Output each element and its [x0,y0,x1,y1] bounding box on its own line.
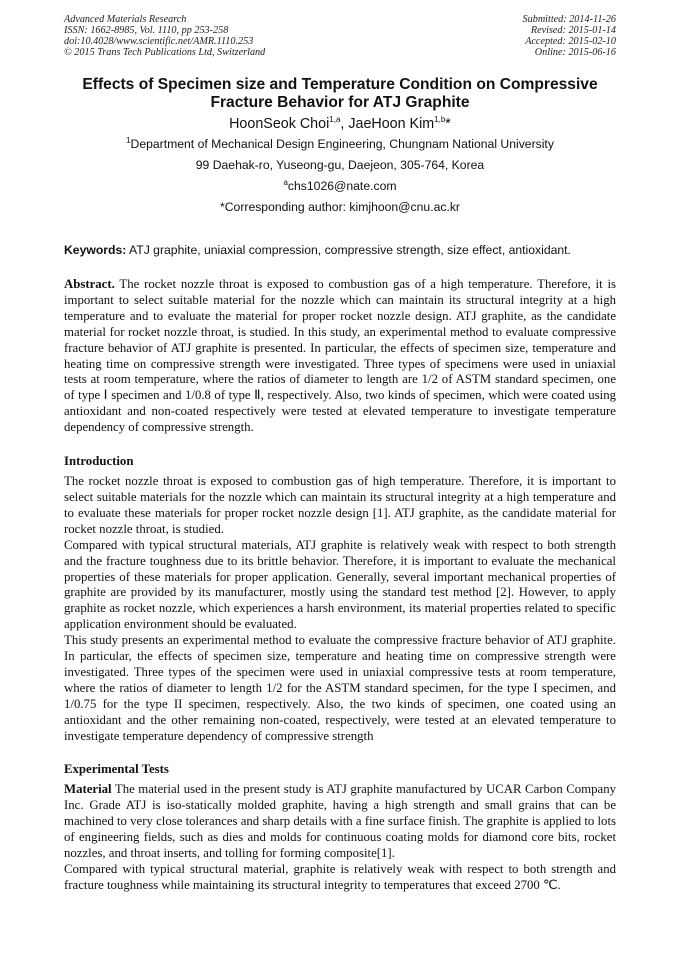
corresponding-author: *Corresponding author: kimjhoon@cnu.ac.kr [220,200,460,214]
affiliation-line-1 [64,134,616,155]
journal-header [64,14,616,58]
affiliation-address: 99 Daehak-ro, Yuseong-gu, Daejeon, 305-764, Korea [195,158,485,172]
keywords-label: Keywords: [64,243,127,257]
date-accepted: Accepted: 2015-02-10 [525,36,616,47]
author-list [64,114,616,134]
journal-info [64,14,265,58]
paper-page [64,14,616,894]
author-separator: , [340,116,349,132]
author-email: chs1026@nate.com [287,179,397,193]
paper-title: Effects of Specimen size and Temperature Condition on Compressive Fracture Behavior for ATJ Graphite [82,76,598,111]
date-online: Online: 2015-06-16 [534,47,616,58]
journal-name: Advanced Materials Research [64,14,187,25]
material-label: Material [64,782,112,797]
email-mark: a [283,177,288,187]
journal-copyright: © 2015 Trans Tech Publications Ltd, Switzerland [64,47,266,58]
author-email-line [64,176,616,197]
introduction-paragraph-3: This study presents an experimental method to evaluate the compressive fracture behavior of ATJ graphite. In particular, the effects of specimen size, temperature and heating time on compressive strength were investigated. Three types of the specimen were used in uniaxial compressive tests at room temperature, where the ratios of diameter to length 1/2 for the ASTM standard specimen, for the type I specimen, and 1/0.75 for the type II specimen, respectively. Also, the two kinds of specimen, one coated using an antioxidant and the other remaining non-coated, respectively, were tested at an elevated temperature to investigate temperature dependency of compressive strength [64,633,616,743]
abstract-text: The rocket nozzle throat is exposed to combustion gas of a high temperature. Therefore, it is important to select suitable material for the nozzle which can maintain its structural integrity at a high temperature and to evaluate the material for proper rocket nozzle design. ATJ graphite, as the candidate material for rocket nozzle throat, is studied. In this study, an experimental method to evaluate compressive fracture behavior of ATJ graphite is presented. In particular, the effects of specimen size, temperature and heating time on compressive strength were investigated. Three types of specimens were used in uniaxial tests at room temperature, where the ratios of diameter to length are 1/2 of ASTM standard specimen, one of type Ⅰ specimen and 1/0.8 of type Ⅱ, respectively. Also, two kinds of specimen, which were coated using antioxidant and non-coated respectively were tested at elevated temperature to investigate temperature dependency of compressive strength. [64,277,616,435]
material-text: The material used in the present study is ATJ graphite manufactured by UCAR Carbon Company Inc. Grade ATJ is iso-statically molded graphite, having a high strength and small grains that can be machined to very close tolerances and sharp details with a fine surface finish. The graphite is applied to lots of engineering fields, such as dies and molds for continuous coating molds for diamond core bits, rocket nozzles, and throat inserts, and tolling for forming composite[1]. [64,782,616,861]
journal-issn: ISSN: 1662-8985, Vol. 1110, pp 253-258 [64,25,229,36]
abstract [64,277,616,436]
publication-dates [523,14,616,58]
introduction-paragraph-2: Compared with typical structural materials, ATJ graphite is relatively weak with respect to both strength and the fracture toughness due to its brittle behavior. Therefore, it is important to evaluate the mechanical properties of these materials for proper application. Generally, several important mechanical properties of graphite are provided by its manufacturer, mostly using the standard test method [2]. However, to apply graphite as rocket nozzle, which experiences a harsh environment, its material properties related to specific application environment should be evaluated. [64,537,616,632]
author-2-name: JaeHoon Kim [348,116,435,132]
journal-doi: doi:10.4028/www.scientific.net/AMR.1110.253 [64,36,254,47]
date-revised: Revised: 2015-01-14 [530,25,616,36]
corresponding-mark: * [445,116,451,132]
affil-1-mark: 1 [126,135,131,145]
author-1-name: HoonSeok Choi [229,116,330,132]
author-2-affil-mark: 1,b [434,115,446,125]
author-1-affil-mark: 1,a [329,115,341,125]
affiliation-department: Department of Mechanical Design Engineering, Chungnam National University [130,137,554,151]
material-paragraph [64,782,616,862]
introduction-heading: Introduction [64,454,134,469]
introduction-paragraph-1: The rocket nozzle throat is exposed to combustion gas of high temperature. Therefore, it is important to select suitable materials for the nozzle which can maintain its structural integrity at a high temperature and to evaluate these materials for proper rocket nozzle design [1]. ATJ graphite, as the candidate material for rocket nozzle throat, is studied. [64,474,616,536]
experimental-paragraph-2: Compared with typical structural material, graphite is relatively weak with respect to both strength and fracture toughness while maintaining its structural integrity to temperatures that exceed 2700 ℃. [64,862,616,892]
experimental-heading: Experimental Tests [64,762,169,777]
abstract-label: Abstract. [64,277,115,291]
keywords [64,243,616,258]
date-submitted: Submitted: 2014-11-26 [522,14,616,25]
keywords-text: ATJ graphite, uniaxial compression, compressive strength, size effect, antioxidant. [126,243,571,257]
